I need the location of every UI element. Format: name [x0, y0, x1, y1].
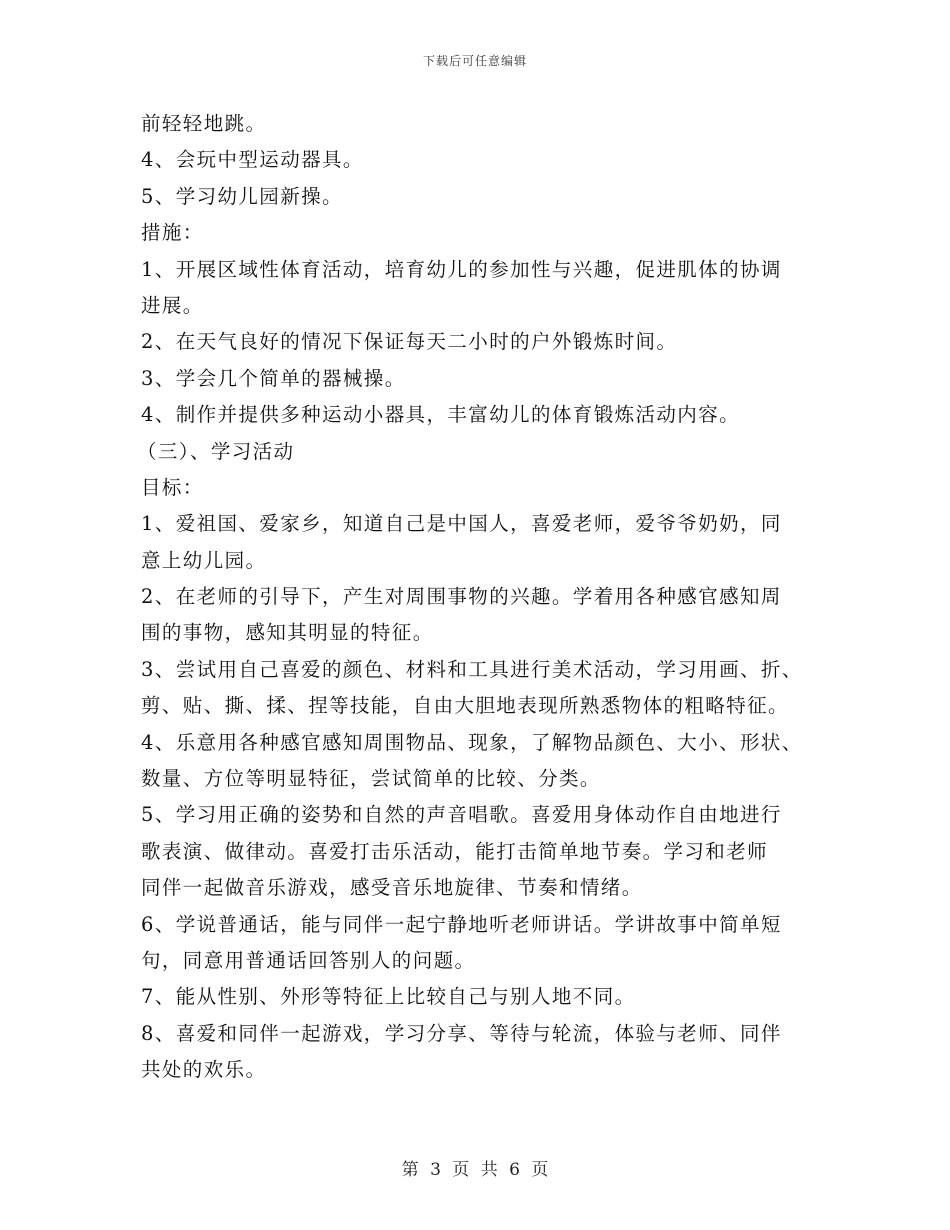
- document-body: [137, 106, 831, 1089]
- text-line: 5、学习用正确的姿势和自然的声音唱歌。喜爱用身体动作自由地进行: [141, 803, 782, 827]
- section-heading-learning: （三）、学习活动: [137, 439, 295, 463]
- text-line: 4、会玩中型运动器具。: [141, 148, 364, 172]
- text-line: 2、在天气良好的情况下保证每天二小时的户外锻炼时间。: [141, 330, 678, 354]
- text-line: 1、开展区域性体育活动，培育幼儿的参加性与兴趣，促进肌体的协调: [141, 257, 782, 281]
- text-line: 意上幼儿园。: [141, 548, 267, 572]
- text-line: 4、乐意用各种感官感知周围物品、现象，了解物品颜色、大小、形状、: [141, 730, 803, 754]
- text-line: 句，同意用普通话回答别人的问题。: [141, 948, 476, 972]
- section-label-measures: 措施：: [141, 221, 204, 245]
- section-label-goals: 目标：: [141, 475, 204, 499]
- text-line: 数量、方位等明显特征，尝试简单的比较、分类。: [141, 767, 601, 791]
- text-line: 3、尝试用自己喜爱的颜色、材料和工具进行美术活动，学习用画、折、: [141, 657, 803, 681]
- text-line: 同伴一起做音乐游戏，感受音乐地旋律、节奏和情绪。: [141, 876, 643, 900]
- page-header: 下载后可任意编辑: [422, 54, 527, 68]
- text-line: 6、学说普通话，能与同伴一起宁静地听老师讲话。学讲故事中简单短: [141, 912, 782, 936]
- text-line: 进展。: [141, 293, 204, 317]
- text-line: 1、爱祖国、爱家乡，知道自己是中国人，喜爱老师，爱爷爷奶奶，同: [141, 512, 782, 536]
- page-number-footer: 第 3 页 共 6 页: [401, 1160, 549, 1180]
- text-line: 5、学习幼儿园新操。: [141, 184, 343, 208]
- text-line: 共处的欢乐。: [141, 1058, 267, 1082]
- text-line: 歌表演、做律动。喜爱打击乐活动，能打击简单地节奏。学习和老师: [141, 839, 769, 863]
- text-line: 7、能从性别、外形等特征上比较自己与别人地不同。: [141, 985, 636, 1009]
- text-line: 2、在老师的引导下，产生对周围事物的兴趣。学着用各种感官感知周: [141, 585, 782, 609]
- text-line: 剪、贴、撕、揉、捏等技能，自由大胆地表现所熟悉物体的粗略特征。: [141, 694, 789, 718]
- text-line: 8、喜爱和同伴一起游戏，学习分享、等待与轮流，体验与老师、同伴: [141, 1021, 782, 1045]
- text-line: 4、制作并提供多种运动小器具，丰富幼儿的体育锻炼活动内容。: [141, 403, 741, 427]
- text-line: 前轻轻地跳。: [141, 112, 267, 135]
- text-line: 3、学会几个简单的器械操。: [141, 366, 406, 390]
- text-line: 围的事物，感知其明显的特征。: [141, 621, 434, 645]
